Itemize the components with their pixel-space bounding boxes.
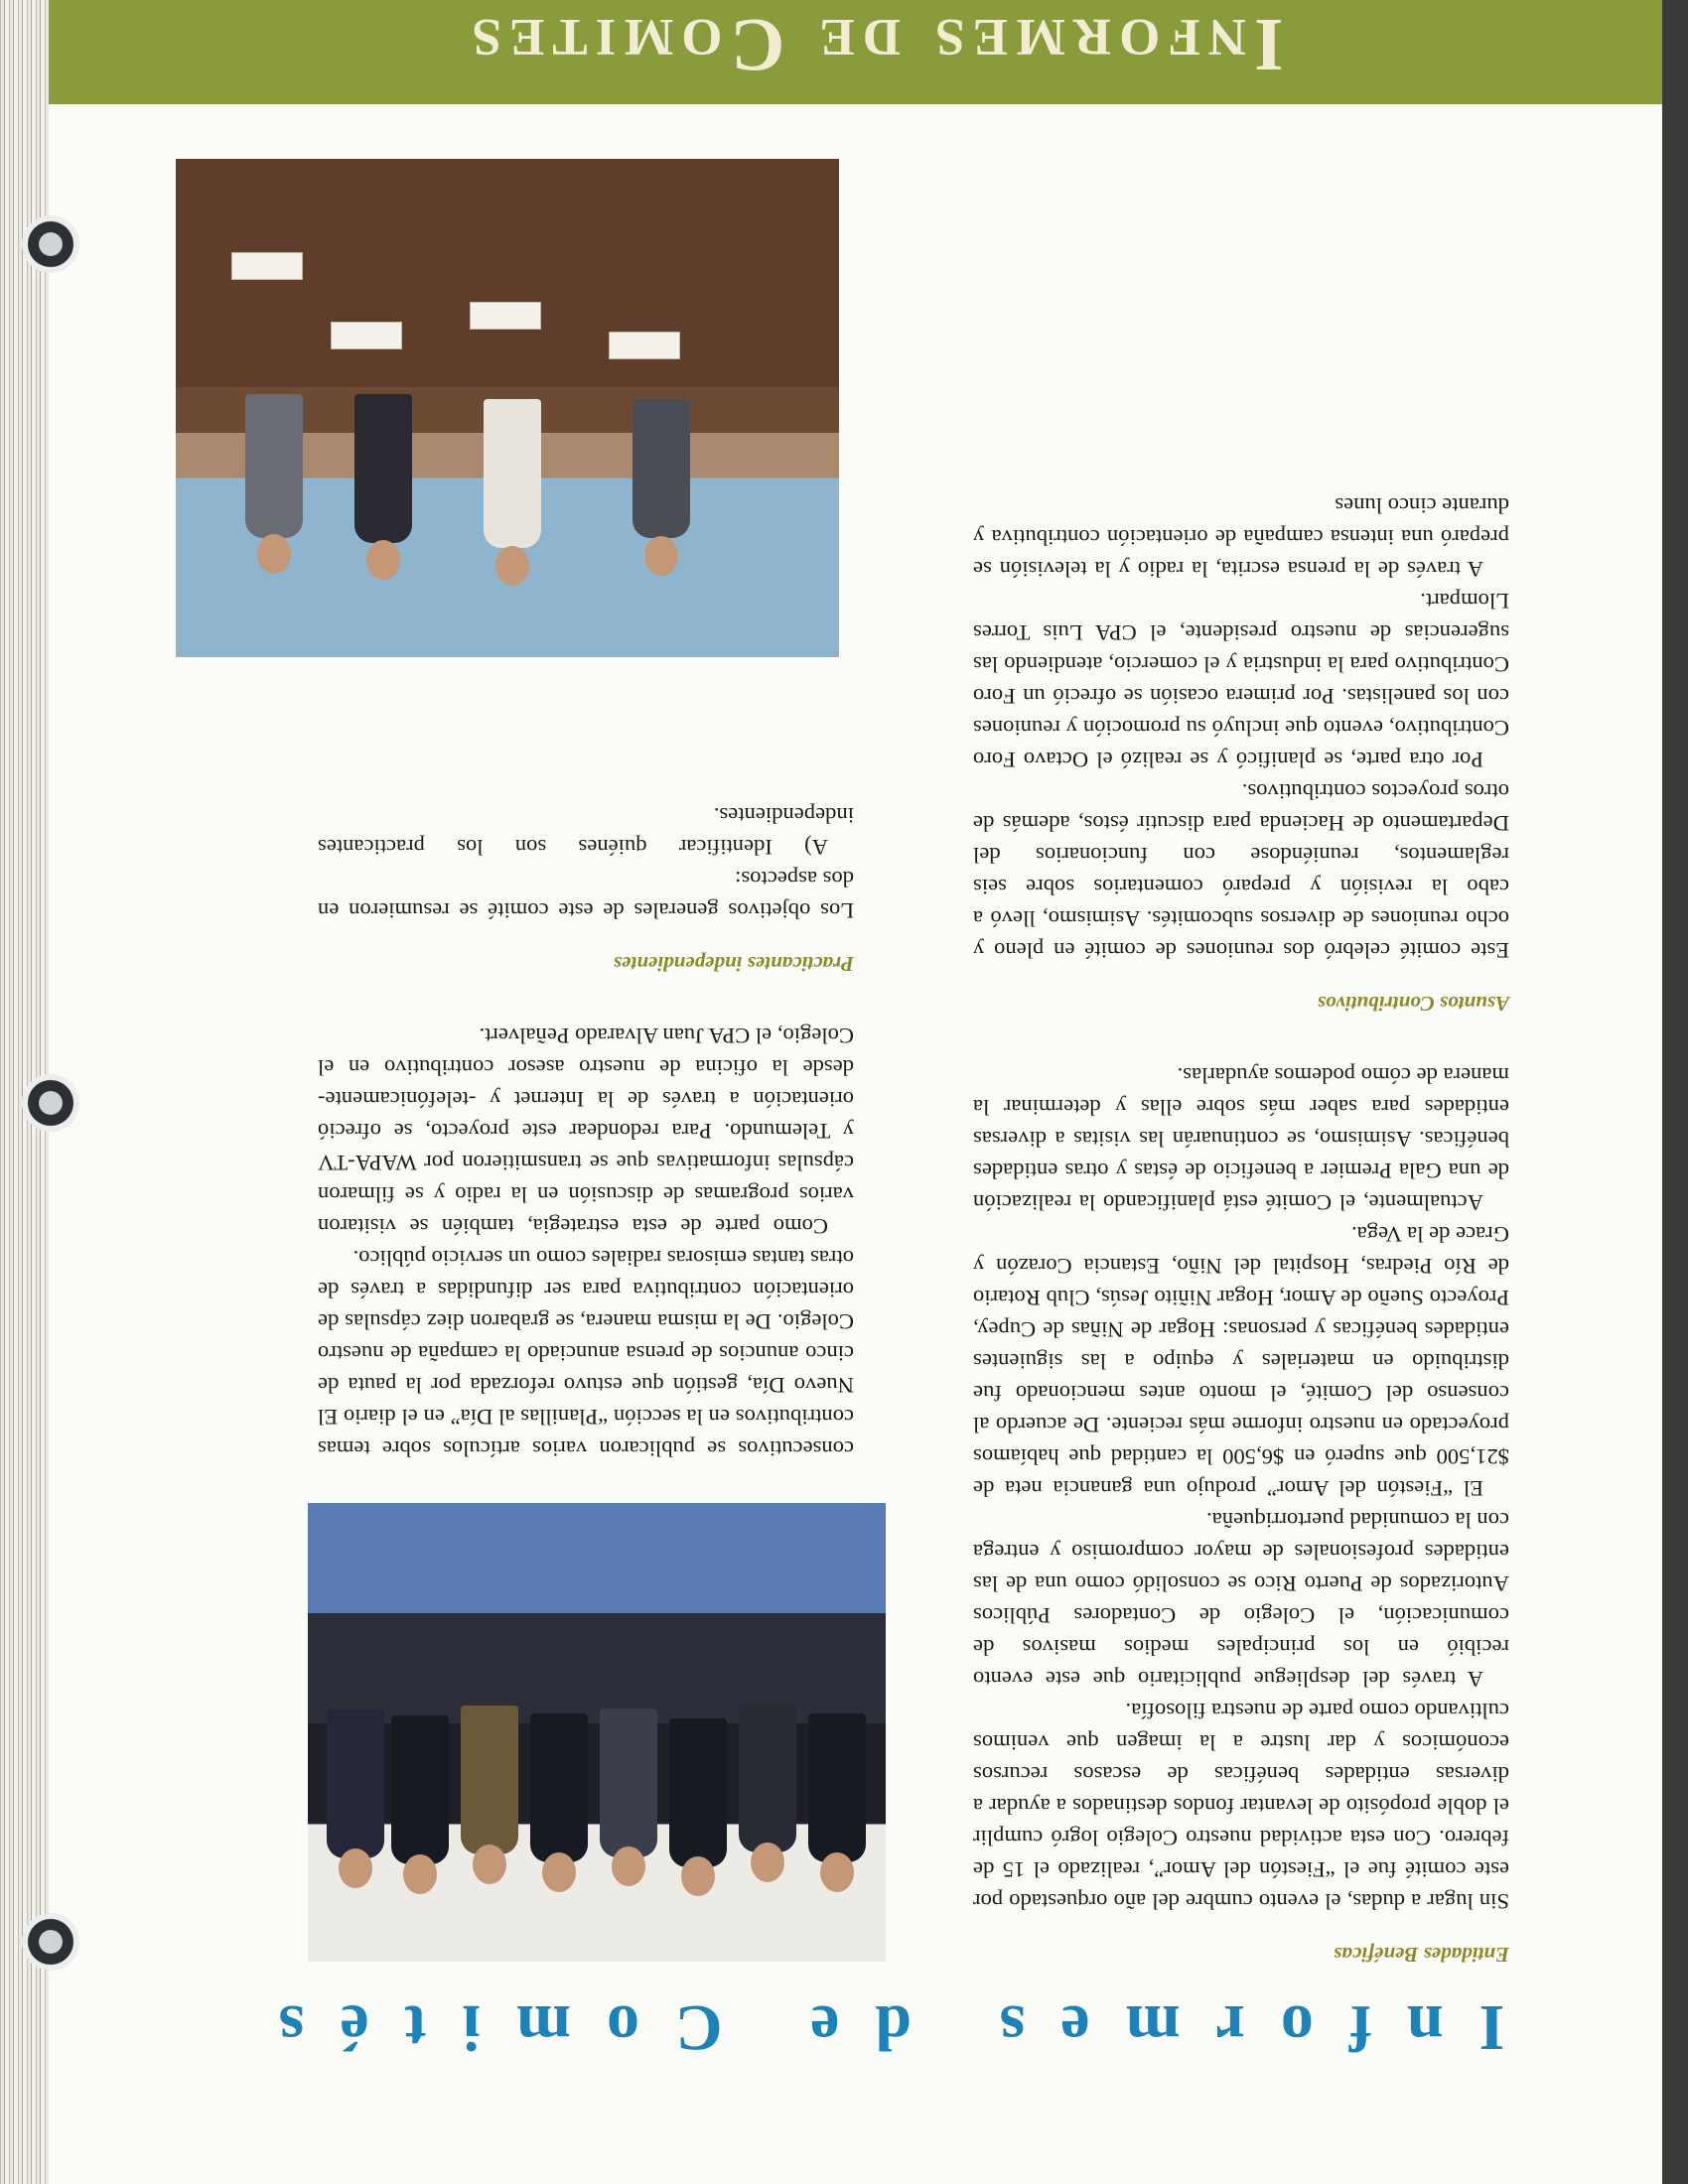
person-face [257, 534, 291, 574]
photo-spacer [318, 1464, 854, 1971]
paragraph: Sin lugar a dudas, el evento cumbre del año orquestado por este comité fue el “Fiestón del Amor”, realizado el 15 de febrero. Con esta actividad nuestro Colegio logró cumplir el doble propósito de levantar fondos destinados a ayudar a diversas entidades benéficas de escasos recursos económicos y dar lustre a la imagen que venimos cultivando como parte de nuestra filosofía. [973, 1699, 1509, 1914]
person-figure [633, 399, 690, 538]
document-on-table [231, 252, 303, 280]
paragraph: Como parte de esta estrategia, también se visitaron varios programas de discusión en la radio y se filmaron cápsulas informativas que se transmitieron por WAPA-TV y Telemundo. Para redondear este proyecto, se ofreció orientación a través de la Internet y -telefónicamente- desde la oficina de nuestro asesor contributivo en el Colegio, el CPA Juan Alvarado Peñalvert. [318, 1024, 854, 1239]
document-on-table [609, 332, 680, 359]
person-face [644, 536, 678, 576]
person-face [366, 540, 400, 580]
right-column [318, 799, 854, 1971]
binder-hole-middle [22, 1074, 79, 1132]
paragraph: Este comité celebró dos reuniones de comité en pleno y ocho reuniones de diversos subcomités. Asimismo, llevó a cabo la revisión y preparó comentarios sobre seis reglamentos, reuniéndose con funcionarios del Departamento de Hacienda para discutir éstos, además de otros proyectos contributivos. [973, 779, 1509, 963]
section-heading-practicantes: Practicantes independientes [613, 952, 854, 976]
person-figure [245, 394, 303, 538]
binder-hole-top [22, 215, 79, 273]
paragraph: Actualmente, el Comité está planificando la realización de una Gala Premier a beneficio de éstas y otras entidades benéficas. Asimismo, se continuarán las visitas a diversas entidades para saber más sobre ellas y determinar la manera de cómo podemos ayudarlas. [973, 1063, 1509, 1215]
person-figure [354, 394, 412, 543]
paragraph: consecutivos se publicaron varios artículos sobre temas contributivos en la sección “Planillas al Día” en el diario El Nuevo Día, gestión que estuvo reforzada por la pauta de cinco anuncios de prensa anunciado la campaña de nuestro Colegio. De la misma manera, se grabaron diez cápsulas de orientación contributiva para ser difundidas a través de otras tantas emisoras radiales como un servicio público. [318, 1246, 854, 1461]
paragraph: Los objetivos generales de este comité se resumieron en dos aspectos: [318, 867, 854, 923]
document-on-table [470, 302, 541, 330]
paragraph: Por otra parte, se planificó y se realizó el Octavo Foro Contributivo, evento que incluyó su promoción y reuniones con los panelistas. Por primera ocasión se ofreció un Foro Contributivo para la industria y el comercio, atendiendo las sugerencias de nuestro presidente, el CPA Luis Torres Llompart. [973, 589, 1509, 772]
person-face [495, 546, 529, 586]
paragraph: A través del despliegue publicitario que este evento recibió en los principales medios masivos de comunicación, el Colegio de Contadores Públicos Autorizados de Puerto Rico se consolidó como una de las entidades profesionales de mayor compromiso y entrega con la comunidad puertorriqueña. [973, 1508, 1509, 1692]
paragraph: El “Fiestón del Amor” produjo una ganancia neta de $21,500 que superó en $6,500 la cantidad que habíamos proyectado en nuestro informe más reciente. De acuerdo al consenso del Comité, el monto antes mencionado fue distribuido en materiales y equipo a las siguientes entidades benéficas y personas: Hogar de Niñas de Cupey, Proyecto Sueño de Amor, Hogar Niñito Jesús, Club Rotario de Río Piedras, Hospital del Niño, Estancia Corazón y Grace de la Vega. [973, 1222, 1509, 1501]
document-on-table [331, 322, 402, 349]
person-figure [484, 399, 541, 548]
meeting-photo [176, 159, 839, 657]
paragraph: A) Identificar quiénes son los practicantes independientes. [318, 803, 854, 860]
left-column [973, 489, 1509, 1971]
section-heading-entidades: Entidades Benéficas [1334, 1943, 1509, 1967]
paragraph: A través de la prensa escrita, la radio y la televisión se preparó una intensa campaña de orientación contributiva y durante cinco lunes [973, 493, 1509, 582]
page-title: Informes de Comités [242, 1991, 1505, 2064]
binder-hole-bottom [22, 1913, 79, 1971]
band-title: Informes de Comites [464, 3, 1284, 86]
section-heading-asuntos: Asuntos Contributivos [1317, 992, 1509, 1016]
